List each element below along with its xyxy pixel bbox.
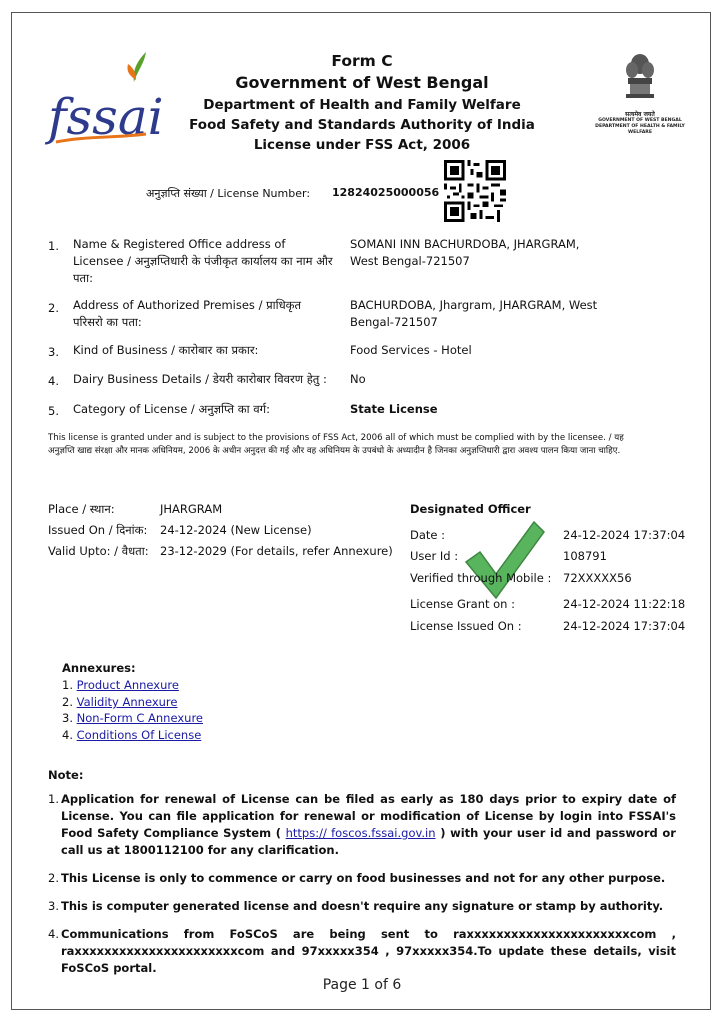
note-1 xyxy=(48,791,676,859)
place-label: Place / स्थान: xyxy=(48,502,115,516)
note-2-text: This License is only to commence or carry on food businesses and not for any other purpose. xyxy=(61,871,666,885)
qr-code-icon xyxy=(444,160,506,222)
note-4-text: Communications from FoSCoS are being sent to raxxxxxxxxxxxxxxxxxxxxxxcom , raxxxxxxxxxxxxxxxxxxxxxxcom and 97xxxxx354 , 97xxxxx354.To update these details, visit FoSCoS portal. xyxy=(61,927,676,975)
annexure-number: 1. xyxy=(62,678,73,692)
row-2-value: BACHURDOBA, Jhargram, JHARGRAM, West Bengal-721507 xyxy=(350,298,598,329)
annexure-item xyxy=(62,678,179,692)
row-1-number: 1. xyxy=(48,239,59,253)
foscos-link[interactable]: https:// foscos.fssai.gov.in xyxy=(285,826,436,840)
row-3-value: Food Services - Hotel xyxy=(350,343,472,357)
verified-check-icon xyxy=(458,514,548,604)
row-4-number: 4. xyxy=(48,374,59,388)
officer-user-id-value: 108791 xyxy=(563,549,607,563)
place-value: JHARGRAM xyxy=(160,502,223,516)
state-emblem xyxy=(590,50,690,150)
annexure-item xyxy=(62,728,201,742)
row-2-label: Address of Authorized Premises / प्राधिकृत परिसरो का पता: xyxy=(73,298,302,329)
act-title: License under FSS Act, 2006 xyxy=(253,137,471,153)
emblem-icon xyxy=(620,50,660,110)
note-1-text xyxy=(61,791,676,859)
annexures-title: Annexures: xyxy=(62,661,136,675)
license-grant-value: 24-12-2024 11:22:18 xyxy=(563,597,686,611)
note-1-part-a: Application for renewal of License can be filed as early as 180 days prior to expiry date of License. You can file application for renewal or modification of License by login into FSSAI's Food Safety Compliance System ( xyxy=(61,792,676,840)
fssai-logo-text: fssai xyxy=(48,88,164,146)
valid-upto-value: 23-12-2029 (For details, refer Annexure) xyxy=(160,544,393,558)
emblem-motto: सत्यमेव जयते xyxy=(625,111,655,118)
row-3-number: 3. xyxy=(48,345,59,359)
note-2 xyxy=(48,870,676,887)
license-issued-value: 24-12-2024 17:37:04 xyxy=(563,619,686,633)
license-number: 12824025000056 xyxy=(332,186,440,199)
page-border xyxy=(11,12,711,1010)
form-title: Form C xyxy=(331,52,393,70)
conditions-of-license-link[interactable]: Conditions Of License xyxy=(76,728,202,742)
note-number: 4. xyxy=(48,927,59,941)
verified-mobile-label: Verified through Mobile : xyxy=(410,571,552,585)
row-4-value: No xyxy=(350,372,366,386)
valid-upto-label: Valid Upto: / वैधता: xyxy=(48,544,149,558)
verified-mobile-value: 72XXXXX56 xyxy=(563,571,632,585)
department-title: Department of Health and Family Welfare xyxy=(203,97,521,113)
note-number: 2. xyxy=(48,871,59,885)
officer-user-id-label: User Id : xyxy=(410,549,459,563)
officer-date-value: 24-12-2024 17:37:04 xyxy=(563,528,686,542)
annexure-number: 4. xyxy=(62,728,73,742)
note-title: Note: xyxy=(48,768,84,782)
row-5-value: State License xyxy=(350,402,438,416)
note-3-text: This is computer generated license and doesn't require any signature or stamp by authority. xyxy=(61,899,664,913)
note-number: 3. xyxy=(48,899,59,913)
license-disclaimer: This license is granted under and is subject to the provisions of FSS Act, 2006 all of which must be complied with by the licensee. / यह अनुज्ञप्ति खाद्य संरक्षा और मानक अधिनियम, 2006 के अधीन अनुदत्त की गई और वह अधिनियम के उपबंधो के अध्यादीन है जिनका अनुज्ञप्तिधारी द्वारा अवश्य पालन किया जाना चाहिए. xyxy=(48,433,624,456)
note-1-part-b: ) with your user id and password or call us at 1800112100 for any clarification. xyxy=(61,826,676,857)
emblem-caption-1: GOVERNMENT OF WEST BENGAL xyxy=(598,118,682,123)
license-issued-label: License Issued On : xyxy=(410,619,522,633)
product-annexure-link[interactable]: Product Annexure xyxy=(76,678,179,692)
license-number-label: अनुज्ञप्ति संख्या / License Number: xyxy=(146,187,311,200)
issued-on-value: 24-12-2024 (New License) xyxy=(160,523,312,537)
annexure-item xyxy=(62,711,203,725)
row-5-label: Category of License / अनुज्ञप्ति का वर्ग: xyxy=(73,402,270,416)
note-3 xyxy=(48,898,676,915)
note-4 xyxy=(48,926,676,977)
annexure-number: 3. xyxy=(62,711,73,725)
emblem-caption-2: DEPARTMENT OF HEALTH & FAMILY WELFARE xyxy=(595,124,685,135)
page-number: Page 1 of 6 xyxy=(322,977,402,993)
row-2-number: 2. xyxy=(48,301,59,315)
row-5-number: 5. xyxy=(48,404,59,418)
row-1-value: SOMANI INN BACHURDOBA, JHARGRAM, West Bengal-721507 xyxy=(350,237,580,268)
row-4-label: Dairy Business Details / डेयरी कारोबार विवरण हेतु : xyxy=(73,372,327,386)
non-form-c-annexure-link[interactable]: Non-Form C Annexure xyxy=(76,711,203,725)
annexure-item xyxy=(62,695,177,709)
government-title: Government of West Bengal xyxy=(235,73,489,92)
issued-on-label: Issued On / दिनांक: xyxy=(48,523,148,537)
row-3-label: Kind of Business / कारोबार का प्रकार: xyxy=(73,343,259,357)
validity-annexure-link[interactable]: Validity Annexure xyxy=(76,695,178,709)
designated-officer-title: Designated Officer xyxy=(410,502,531,516)
fssai-logo xyxy=(46,46,164,150)
note-number: 1. xyxy=(48,792,59,806)
annexure-number: 2. xyxy=(62,695,73,709)
authority-title: Food Safety and Standards Authority of India xyxy=(189,117,535,133)
row-1-label: Name & Registered Office address of Licensee / अनुज्ञप्तिधारी के पंजीकृत कार्यालय का नाम और पता: xyxy=(73,237,333,285)
officer-date-label: Date : xyxy=(410,528,446,542)
license-grant-label: License Grant on : xyxy=(410,597,516,611)
